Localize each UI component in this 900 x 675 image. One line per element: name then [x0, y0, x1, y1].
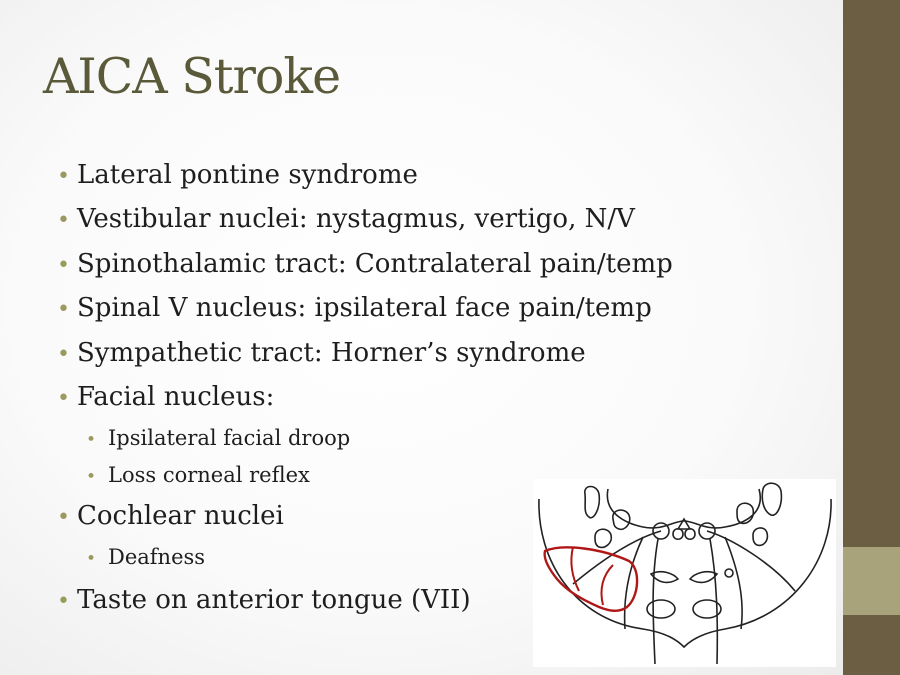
nerve-fibre [707, 531, 795, 591]
list-item [57, 204, 635, 234]
bullet-text: Spinothalamic tract: Contralateral pain/temp [77, 249, 673, 279]
sub-bullet-dot-icon: • [86, 430, 97, 450]
nucleus-shape [595, 529, 611, 547]
list-item [57, 160, 418, 190]
small-vessel [725, 569, 733, 577]
midline-nucleus [685, 529, 695, 540]
bullet-dot-icon: • [57, 253, 70, 278]
bullet-dot-icon: • [57, 505, 70, 530]
list-item [57, 382, 274, 412]
lesion-outline [601, 565, 613, 605]
list-item [57, 585, 471, 615]
nucleus-shape [753, 528, 767, 545]
pons-cross-section-diagram [533, 479, 836, 667]
bullet-dot-icon: • [57, 589, 70, 614]
bullet-text: Facial nucleus: [77, 382, 275, 412]
list-item [57, 338, 586, 368]
decorative-sidebar-accent [843, 547, 900, 615]
bullet-text: Sympathetic tract: Horner’s syndrome [77, 338, 586, 368]
sub-bullet-text: Deafness [108, 545, 206, 569]
list-item [57, 249, 673, 279]
bullet-dot-icon: • [57, 208, 70, 233]
sub-bullet-dot-icon: • [86, 549, 97, 569]
nucleus-shape [585, 487, 600, 518]
lemniscus-shape [690, 572, 717, 583]
lesion-outline [545, 547, 637, 610]
bullet-text: Spinal V nucleus: ipsilateral face pain/temp [77, 293, 652, 323]
bullet-dot-icon: • [57, 164, 70, 189]
lemniscus-shape [651, 572, 678, 583]
bullet-text: Vestibular nuclei: nystagmus, vertigo, N/V [77, 204, 635, 234]
sub-list-item [86, 545, 205, 569]
bullet-text: Cochlear nuclei [77, 501, 284, 531]
midline-nucleus [673, 529, 683, 540]
bullet-dot-icon: • [57, 386, 70, 411]
facial-colliculus [653, 523, 669, 539]
nerve-fibre [725, 537, 742, 629]
nucleus-shape [762, 483, 781, 515]
nerve-fibre [573, 531, 661, 584]
bullet-dot-icon: • [57, 297, 70, 322]
bullet-dot-icon: • [57, 342, 70, 367]
midline-nucleus [678, 519, 690, 529]
sub-bullet-text: Loss corneal reflex [108, 463, 310, 487]
list-item [57, 293, 652, 323]
sub-bullet-text: Ipsilateral facial droop [108, 426, 351, 450]
nerve-fibre [625, 537, 643, 629]
corticospinal-tract [647, 600, 675, 618]
list-item [57, 501, 284, 531]
sub-list-item [86, 426, 350, 450]
lesion-outline [571, 547, 579, 591]
slide-title: AICA Stroke [43, 48, 341, 105]
bullet-text: Lateral pontine syndrome [77, 160, 418, 190]
sub-list-item [86, 463, 310, 487]
bullet-text: Taste on anterior tongue (VII) [77, 585, 471, 615]
sub-bullet-dot-icon: • [86, 467, 97, 487]
